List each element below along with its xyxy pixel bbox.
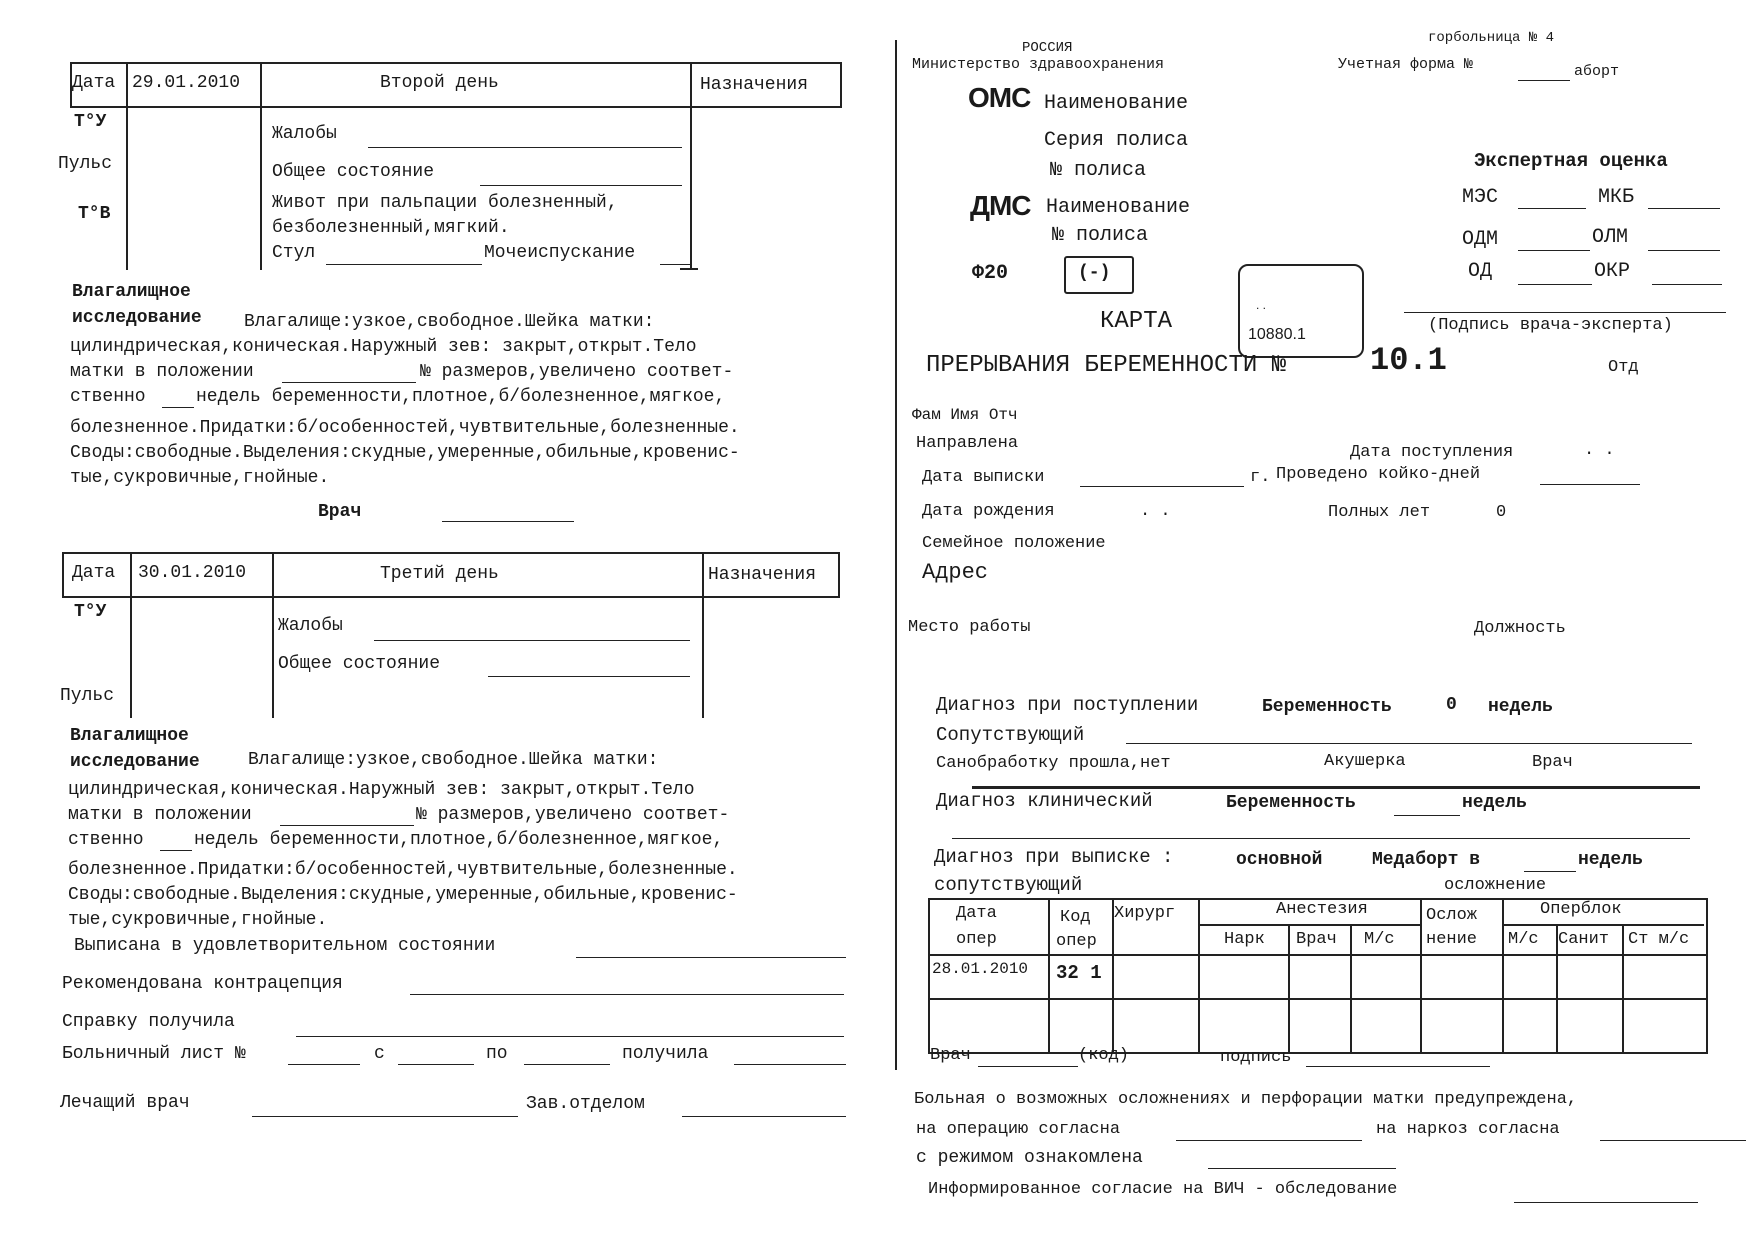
exam-line-3a: матки в положении <box>70 362 254 382</box>
admission-diagnosis-label: Диагноз при поступлении <box>936 694 1199 716</box>
uterus-position-field[interactable] <box>280 825 414 826</box>
urination-field[interactable] <box>660 264 690 265</box>
general-condition-label: Общее состояние <box>278 654 441 674</box>
exam-line-2: цилиндрическая,коническая.Наружный зев: закрыт,открыт.Тело <box>68 780 695 800</box>
sick-leave-from-field[interactable] <box>398 1064 474 1065</box>
h-date-2: опер <box>956 930 997 949</box>
clinical-pregnancy: Беременность <box>1226 793 1356 813</box>
age-value: 0 <box>1496 503 1507 522</box>
mes-label: МЭС <box>1462 186 1499 209</box>
regime-label: с режимом ознакомлена <box>916 1148 1143 1168</box>
medabort-weeks-label: недель <box>1578 850 1643 870</box>
ministry-label: Министерство здравоохранения <box>912 56 1165 73</box>
satisfactory-label: Выписана в удовлетворительном состоянии <box>74 936 496 956</box>
stamp-dots: . . <box>1256 298 1267 312</box>
temp-morning-label: Т°У <box>74 112 107 132</box>
stamp-value: 10880.1 <box>1248 326 1306 343</box>
olm-field[interactable] <box>1648 250 1720 251</box>
expert-signature-caption: (Подпись врача-эксперта) <box>1428 316 1673 335</box>
mkb-label: МКБ <box>1598 186 1635 209</box>
exam-line-4b: недель беременности,плотное,б/болезненное,мягкое, <box>194 830 724 850</box>
oms-name-label: Наименование <box>1044 92 1189 115</box>
row-op-code: 32 1 <box>1056 962 1102 984</box>
medabort-weeks-field[interactable] <box>1524 871 1576 872</box>
weeks-field[interactable] <box>160 850 192 851</box>
certificate-label: Справку получила <box>62 1012 235 1032</box>
doctor-label: Врач <box>1532 753 1573 772</box>
doctor-label: Врач <box>318 502 362 522</box>
discharge-date-label: Дата выписки <box>922 468 1045 487</box>
exam-heading-2: исследование <box>72 308 202 328</box>
h-sanitar: Санит <box>1558 930 1610 949</box>
department-label: Отд <box>1608 358 1639 377</box>
midwife-label: Акушерка <box>1324 752 1406 771</box>
position-label: Должность <box>1474 619 1566 638</box>
birth-date-label: Дата рождения <box>922 502 1055 521</box>
date-label: Дата <box>72 73 116 93</box>
general-condition-field[interactable] <box>488 676 690 677</box>
exam-line-7: тые,сукровичные,гнойные. <box>68 910 328 930</box>
country-label: РОССИЯ <box>1022 40 1073 56</box>
admission-weeks-label: недель <box>1488 697 1553 717</box>
main-label: основной <box>1236 850 1323 870</box>
h-anesth-doctor: Врач <box>1296 930 1337 949</box>
date-label: Дата <box>72 563 116 583</box>
concomitant-field[interactable] <box>1126 743 1692 744</box>
exam-line-7: тые,сукровичные,гнойные. <box>70 468 330 488</box>
exam-line-1: Влагалище:узкое,свободное.Шейка матки: <box>244 312 655 332</box>
certificate-field[interactable] <box>296 1036 844 1037</box>
exam-line-3a: матки в положении <box>68 805 252 825</box>
exam-line-6: Своды:свободные.Выделения:скудные,умеренные,обильные,кровенис- <box>70 443 740 463</box>
clinical-diagnosis-label: Диагноз клинический <box>936 790 1153 812</box>
satisfactory-field[interactable] <box>576 957 846 958</box>
complication-label: осложнение <box>1444 876 1547 895</box>
dms-label: ДМС <box>970 190 1031 221</box>
sick-leave-number-field[interactable] <box>288 1064 360 1065</box>
appointments-header: Назначения <box>700 75 809 95</box>
stool-label: Стул <box>272 243 316 263</box>
odm-label: ОДМ <box>1462 228 1499 251</box>
abdomen-line2: безболезненный,мягкий. <box>272 218 510 238</box>
op-doctor-field[interactable] <box>978 1066 1078 1067</box>
attending-doctor-field[interactable] <box>252 1116 518 1117</box>
op-signature-label: подпись <box>1220 1048 1292 1067</box>
urination-label: Мочеиспускание <box>484 243 636 263</box>
clinical-weeks-field[interactable] <box>1394 815 1460 816</box>
card-title: ПРЕРЫВАНИЯ БЕРЕМЕННОСТИ № <box>926 352 1287 379</box>
appointments-header: Назначения <box>708 565 817 585</box>
general-condition-field[interactable] <box>480 185 682 186</box>
row-op-date: 28.01.2010 <box>932 960 1029 978</box>
general-condition-label: Общее состояние <box>272 162 435 182</box>
form-number-label: Учетная форма № <box>1338 56 1474 73</box>
medabort-label: Медаборт в <box>1372 850 1481 870</box>
admission-pregnancy: Беременность <box>1262 697 1392 717</box>
consent-warning: Больная о возможных осложнениях и перфорации матки предупреждена, <box>914 1090 1578 1109</box>
doctor-signature-field[interactable] <box>442 521 574 522</box>
full-years-label: Полных лет <box>1328 503 1431 522</box>
concomitant-label: Сопутствующий <box>936 724 1085 746</box>
birth-date-value: . . <box>1140 502 1171 521</box>
mkb-field[interactable] <box>1648 208 1720 209</box>
day2-title: Второй день <box>380 73 499 93</box>
exam-line-1: Влагалище:узкое,свободное.Шейка матки: <box>248 750 659 770</box>
op-code-label: (код) <box>1078 1046 1130 1065</box>
card-number: 10.1 <box>1370 342 1447 379</box>
sick-leave-from: с <box>374 1044 385 1064</box>
clinical-diagnosis-field[interactable] <box>952 838 1690 839</box>
exam-heading-1: Влагалищное <box>70 726 189 746</box>
discharge-diagnosis-label: Диагноз при выписке : <box>934 846 1174 868</box>
exam-heading-2: исследование <box>70 752 200 772</box>
anesthesia-consent-label: на наркоз согласна <box>1376 1120 1560 1139</box>
h-code-2: опер <box>1056 932 1097 951</box>
regime-field[interactable] <box>1208 1168 1396 1169</box>
h-opblock-nurse: М/с <box>1508 930 1539 949</box>
code-box-value: (-) <box>1078 263 1111 283</box>
received-field[interactable] <box>734 1064 846 1065</box>
temp-evening-label: Т°В <box>78 204 111 224</box>
concomitant2-label: сопутствующий <box>934 874 1083 896</box>
sanitation-label: Санобработку прошла,нет <box>936 754 1171 773</box>
fio-label: Фам Имя Отч <box>912 406 1018 424</box>
od-label: ОД <box>1468 260 1493 283</box>
exam-line-4a: ственно <box>68 830 144 850</box>
exam-line-4b: недель беременности,плотное,б/болезненное,мягкое, <box>196 387 726 407</box>
abdomen-line1: Живот при пальпации болезненный, <box>272 193 618 213</box>
hospital-label: горбольница № 4 <box>1428 30 1555 46</box>
exam-line-5: болезненное.Придатки:б/особенностей,чувтвительные,болезненные. <box>70 418 740 438</box>
odm-field[interactable] <box>1518 250 1590 251</box>
h-anesthesia: Анестезия <box>1276 900 1368 919</box>
operation-consent-label: на операцию согласна <box>916 1120 1121 1139</box>
contraception-label: Рекомендована контрацепция <box>62 974 343 994</box>
dms-name-label: Наименование <box>1046 196 1191 219</box>
f20-label: Ф20 <box>972 262 1009 285</box>
h-date: Дата <box>956 904 997 923</box>
op-signature-field[interactable] <box>1306 1066 1490 1067</box>
op-doctor-label: Врач <box>930 1046 971 1065</box>
hiv-consent-label: Информированное согласие на ВИЧ - обследование <box>928 1180 1398 1199</box>
card-label: КАРТА <box>1100 308 1173 335</box>
h-surgeon: Хирург <box>1114 904 1176 923</box>
h-opblock: Оперблок <box>1540 900 1622 919</box>
uterus-position-field[interactable] <box>282 382 416 383</box>
form-suffix: аборт <box>1574 63 1620 80</box>
exam-line-4a: ственно <box>70 387 146 407</box>
expert-title: Экспертная оценка <box>1474 150 1668 172</box>
year-suffix: г. <box>1250 468 1271 487</box>
complaints-label: Жалобы <box>272 124 337 144</box>
exam-line-3b: № размеров,увеличено соответ- <box>416 805 730 825</box>
okr-field[interactable] <box>1652 284 1722 285</box>
h-code: Код <box>1060 908 1091 927</box>
od-field[interactable] <box>1518 284 1592 285</box>
discharge-date-field[interactable] <box>1080 486 1244 487</box>
form-number-field[interactable] <box>1518 80 1570 81</box>
page-divider <box>895 40 897 1070</box>
oms-policy-number-label: № полиса <box>1050 159 1147 182</box>
received-label: получила <box>622 1044 709 1064</box>
complaints-field[interactable] <box>374 640 690 641</box>
contraception-field[interactable] <box>410 994 844 995</box>
sick-leave-to-field[interactable] <box>524 1064 610 1065</box>
temp-morning-label: Т°У <box>74 602 107 622</box>
admission-weeks-value: 0 <box>1446 695 1457 715</box>
attending-doctor-label: Лечащий врач <box>60 1093 190 1113</box>
policy-series-label: Серия полиса <box>1044 129 1189 152</box>
exam-heading-1: Влагалищное <box>72 282 191 302</box>
exam-line-6: Своды:свободные.Выделения:скудные,умеренные,обильные,кровенис- <box>68 885 738 905</box>
referred-label: Направлена <box>916 434 1019 453</box>
h-complication: Ослож <box>1426 906 1478 925</box>
pulse-label: Пульс <box>60 686 115 706</box>
exam-line-3b: № размеров,увеличено соответ- <box>420 362 734 382</box>
stool-field[interactable] <box>326 264 482 265</box>
bed-days-field[interactable] <box>1540 484 1640 485</box>
bed-days-label: Проведено койко-дней <box>1276 465 1481 484</box>
dms-policy-number-label: № полиса <box>1052 224 1149 247</box>
okr-label: ОКР <box>1594 260 1631 283</box>
admission-date-value: . . <box>1584 441 1615 460</box>
exam-line-5: болезненное.Придатки:б/особенностей,чувтвительные,болезненные. <box>68 860 738 880</box>
h-senior-nurse: Ст м/с <box>1628 930 1690 949</box>
olm-label: ОЛМ <box>1592 226 1629 249</box>
complaints-label: Жалобы <box>278 616 343 636</box>
head-of-dept-label: Зав.отделом <box>526 1094 645 1114</box>
exam-line-2: цилиндрическая,коническая.Наружный зев: закрыт,открыт.Тело <box>70 337 697 357</box>
day2-date: 29.01.2010 <box>132 73 241 93</box>
h-complication-2: нение <box>1426 930 1478 949</box>
sick-leave-to: по <box>486 1044 508 1064</box>
expert-signature-field[interactable] <box>1404 312 1726 313</box>
oms-label: ОМС <box>968 82 1031 113</box>
sick-leave-label: Больничный лист № <box>62 1044 246 1064</box>
separator <box>972 786 1700 789</box>
day3-date: 30.01.2010 <box>138 563 247 583</box>
complaints-field[interactable] <box>368 147 682 148</box>
h-anesth-nurse: М/с <box>1364 930 1395 949</box>
mes-field[interactable] <box>1518 208 1586 209</box>
weeks-field[interactable] <box>162 407 194 408</box>
head-of-dept-field[interactable] <box>682 1116 846 1117</box>
h-nark: Нарк <box>1224 930 1265 949</box>
admission-date-label: Дата поступления <box>1350 443 1514 462</box>
clinical-weeks-label: недель <box>1462 793 1527 813</box>
pulse-label: Пульс <box>58 154 113 174</box>
anesthesia-consent-field[interactable] <box>1600 1140 1746 1141</box>
day3-title: Третий день <box>380 564 499 584</box>
workplace-label: Место работы <box>908 618 1031 637</box>
hiv-consent-field[interactable] <box>1514 1202 1698 1203</box>
address-label: Адрес <box>922 560 989 585</box>
operation-table-frame <box>928 898 1708 1054</box>
operation-consent-field[interactable] <box>1176 1140 1362 1141</box>
marital-status-label: Семейное положение <box>922 534 1106 553</box>
